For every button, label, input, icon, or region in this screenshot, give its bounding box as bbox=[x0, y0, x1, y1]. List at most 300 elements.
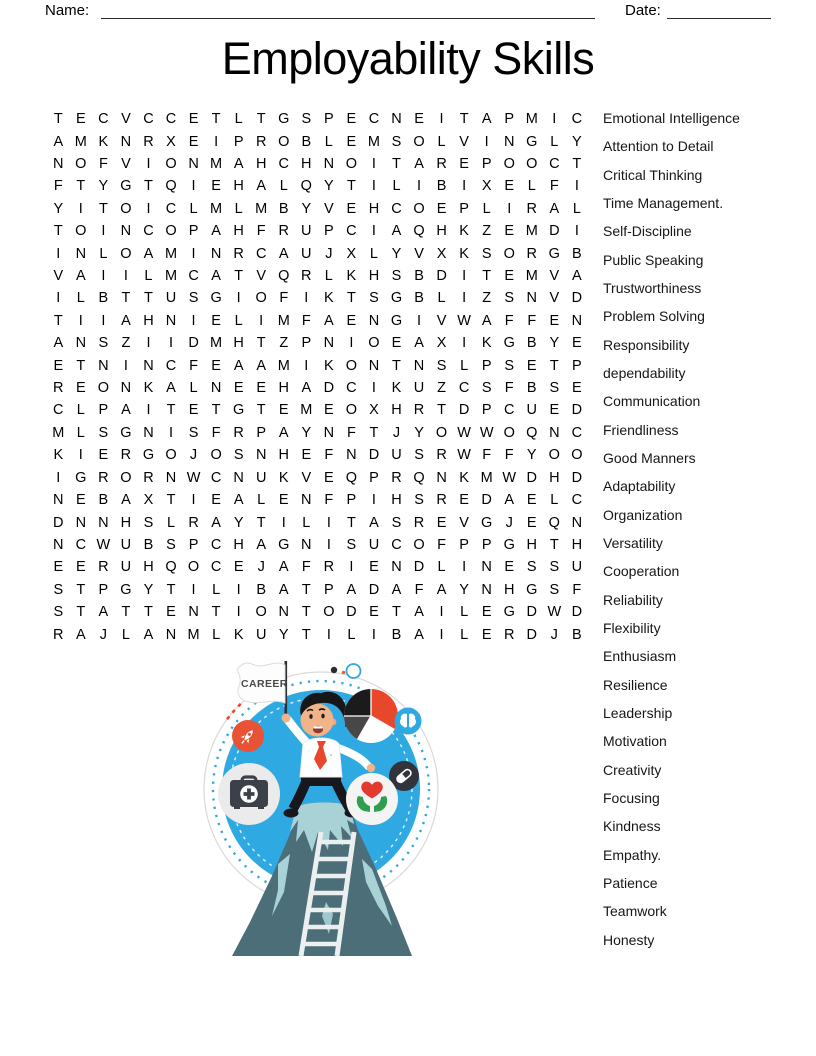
grid-letter: U bbox=[301, 223, 312, 240]
grid-letter: E bbox=[346, 200, 357, 217]
grid-letter: F bbox=[279, 290, 289, 307]
grid-letter: E bbox=[188, 133, 199, 150]
grid-letter: I bbox=[439, 111, 444, 128]
grid-letter: J bbox=[99, 626, 107, 643]
grid-letter: O bbox=[368, 335, 380, 352]
grid-letter: M bbox=[164, 245, 178, 262]
grid-letter: B bbox=[526, 380, 537, 397]
grid-letter: O bbox=[120, 200, 132, 217]
pie-chart-icon bbox=[344, 689, 398, 743]
grid-letter: N bbox=[301, 536, 312, 553]
grid-letter: T bbox=[392, 156, 401, 173]
grid-letter: N bbox=[391, 111, 402, 128]
grid-letter: L bbox=[482, 200, 491, 217]
grid-letter: H bbox=[503, 581, 515, 598]
grid-letter: J bbox=[189, 447, 198, 464]
grid-letter: R bbox=[188, 514, 199, 531]
grid-letter: P bbox=[481, 156, 492, 173]
career-flag-label: CAREER bbox=[241, 678, 288, 690]
grid-letter: R bbox=[436, 492, 447, 509]
grid-letter: C bbox=[143, 111, 154, 128]
grid-letter: K bbox=[459, 245, 469, 262]
grid-letter: F bbox=[437, 536, 446, 553]
word-list-item: Good Manners bbox=[603, 450, 696, 467]
grid-letter: G bbox=[75, 469, 87, 486]
grid-letter: A bbox=[278, 559, 289, 576]
grid-letter: I bbox=[146, 200, 151, 217]
grid-letter: N bbox=[120, 380, 132, 397]
grid-letter: L bbox=[369, 245, 378, 262]
grid-letter: A bbox=[414, 604, 424, 621]
eye bbox=[321, 714, 324, 719]
grid-letter: Z bbox=[279, 335, 289, 352]
grid-letter: I bbox=[326, 536, 331, 553]
word-list-item: Focusing bbox=[603, 790, 660, 807]
grid-letter: B bbox=[572, 245, 582, 262]
grid-letter: E bbox=[504, 559, 515, 576]
grid-letter: U bbox=[413, 380, 425, 397]
grid-letter: D bbox=[571, 604, 583, 621]
grid-letter: S bbox=[504, 290, 515, 307]
word-search-grid bbox=[47, 108, 588, 646]
rocket-icon bbox=[232, 720, 264, 752]
grid-letter: E bbox=[481, 604, 492, 621]
grid-letter: C bbox=[346, 380, 357, 397]
grid-letter: I bbox=[371, 223, 376, 240]
grid-letter: L bbox=[166, 514, 176, 531]
grid-letter: R bbox=[53, 380, 64, 397]
grid-letter: Y bbox=[391, 245, 402, 262]
grid-letter: U bbox=[368, 536, 380, 553]
grid-letter: T bbox=[256, 335, 266, 352]
grid-letter: E bbox=[549, 402, 560, 419]
grid-letter: H bbox=[368, 200, 380, 217]
grid-letter: I bbox=[123, 357, 128, 374]
grid-letter: X bbox=[436, 335, 447, 352]
grid-letter: N bbox=[143, 357, 154, 374]
grid-letter: O bbox=[75, 156, 87, 173]
grid-letter: A bbox=[233, 156, 244, 173]
grid-letter: F bbox=[53, 178, 63, 195]
grid-letter: N bbox=[549, 424, 560, 441]
grid-letter: I bbox=[417, 312, 422, 329]
grid-letter: A bbox=[346, 581, 357, 598]
grid-letter: P bbox=[481, 357, 492, 374]
grid-letter: U bbox=[165, 290, 177, 307]
grid-letter: A bbox=[324, 312, 334, 329]
grid-letter: E bbox=[391, 335, 402, 352]
grid-letter: D bbox=[571, 290, 583, 307]
grid-letter: X bbox=[481, 178, 492, 195]
grid-letter: N bbox=[53, 536, 64, 553]
grid-letter: O bbox=[413, 133, 425, 150]
grid-letter: I bbox=[236, 581, 241, 598]
grid-letter: P bbox=[459, 200, 469, 217]
grid-letter: H bbox=[278, 447, 289, 464]
grid-letter: K bbox=[143, 380, 154, 397]
grid-letter: M bbox=[300, 402, 313, 419]
grid-letter: T bbox=[346, 514, 356, 531]
grid-letter: D bbox=[571, 469, 583, 486]
grid-letter: E bbox=[211, 492, 221, 509]
grid-letter: A bbox=[278, 245, 289, 262]
grid-letter: E bbox=[211, 312, 221, 329]
grid-letter: E bbox=[459, 156, 469, 173]
grid-letter: R bbox=[503, 626, 515, 643]
grid-letter: U bbox=[301, 245, 312, 262]
grid-letter: A bbox=[53, 335, 64, 352]
grid-letter: C bbox=[255, 245, 267, 262]
grid-letter: B bbox=[98, 290, 109, 307]
grid-letter: F bbox=[346, 424, 356, 441]
grid-letter: A bbox=[549, 200, 560, 217]
grid-letter: A bbox=[121, 402, 131, 419]
grid-letter: T bbox=[549, 536, 559, 553]
grid-letter: I bbox=[236, 604, 241, 621]
grid-letter: D bbox=[413, 559, 425, 576]
grid-letter: C bbox=[368, 111, 380, 128]
grid-letter: N bbox=[368, 357, 380, 374]
grid-letter: A bbox=[75, 268, 86, 285]
grid-letter: H bbox=[233, 223, 244, 240]
grid-letter: M bbox=[164, 268, 178, 285]
grid-letter: P bbox=[481, 536, 492, 553]
grid-letter: R bbox=[323, 559, 335, 576]
grid-letter: N bbox=[346, 447, 357, 464]
word-list-item: Adaptability bbox=[603, 478, 676, 495]
grid-letter: T bbox=[166, 402, 176, 419]
grid-letter: N bbox=[571, 312, 583, 329]
grid-letter: E bbox=[53, 357, 64, 374]
grid-letter: L bbox=[347, 626, 356, 643]
grid-letter: L bbox=[550, 492, 559, 509]
grid-letter: D bbox=[526, 626, 537, 643]
grid-letter: O bbox=[548, 447, 560, 464]
grid-letter: L bbox=[76, 424, 85, 441]
word-list-item: Public Speaking bbox=[603, 251, 704, 268]
grid-letter: E bbox=[233, 380, 244, 397]
grid-letter: O bbox=[526, 156, 538, 173]
grid-letter: O bbox=[187, 559, 200, 576]
grid-letter: W bbox=[502, 469, 517, 486]
grid-letter: P bbox=[233, 133, 244, 150]
grid-letter: T bbox=[482, 268, 492, 285]
grid-letter: R bbox=[98, 469, 109, 486]
grid-letter: L bbox=[460, 357, 469, 374]
grid-letter: G bbox=[210, 290, 222, 307]
date-label: Date: bbox=[625, 2, 661, 19]
grid-letter: F bbox=[549, 178, 559, 195]
grid-letter: F bbox=[301, 559, 311, 576]
grid-letter: P bbox=[459, 536, 469, 553]
grid-letter: O bbox=[503, 156, 515, 173]
grid-letter: Q bbox=[548, 514, 560, 531]
grid-letter: C bbox=[165, 357, 177, 374]
grid-letter: D bbox=[526, 604, 537, 621]
word-list-item: Creativity bbox=[603, 761, 662, 778]
grid-letter: O bbox=[345, 402, 358, 419]
grid-letter: R bbox=[436, 156, 447, 173]
grid-letter: G bbox=[390, 312, 403, 329]
grid-letter: N bbox=[165, 469, 177, 486]
grid-letter: E bbox=[166, 604, 176, 621]
grid-letter: H bbox=[233, 335, 244, 352]
grid-letter: S bbox=[369, 290, 379, 307]
grid-letter: L bbox=[437, 133, 446, 150]
grid-letter: S bbox=[549, 581, 560, 598]
grid-letter: I bbox=[371, 380, 376, 397]
grid-letter: E bbox=[504, 178, 515, 195]
grid-letter: S bbox=[481, 380, 492, 397]
teeth bbox=[314, 726, 323, 728]
date-blank-line bbox=[667, 18, 771, 19]
grid-letter: Y bbox=[572, 133, 582, 150]
grid-letter: D bbox=[481, 492, 492, 509]
word-list-item: Trustworthiness bbox=[603, 280, 702, 297]
grid-letter: A bbox=[121, 312, 131, 329]
grid-letter: R bbox=[143, 469, 154, 486]
grid-letter: F bbox=[504, 380, 514, 397]
grid-letter: O bbox=[345, 156, 358, 173]
grid-letter: T bbox=[76, 357, 86, 374]
grid-letter: O bbox=[97, 380, 109, 397]
grid-letter: S bbox=[98, 424, 109, 441]
grid-letter: T bbox=[211, 111, 221, 128]
grid-letter: T bbox=[256, 514, 266, 531]
grid-letter: F bbox=[414, 581, 424, 598]
grid-letter: L bbox=[189, 380, 198, 397]
grid-letter: Y bbox=[143, 581, 154, 598]
grid-letter: A bbox=[414, 335, 424, 352]
grid-letter: I bbox=[484, 133, 489, 150]
grid-letter: D bbox=[458, 402, 470, 419]
grid-letter: N bbox=[233, 469, 244, 486]
grid-letter: C bbox=[75, 536, 87, 553]
grid-letter: I bbox=[101, 312, 106, 329]
grid-letter: D bbox=[346, 604, 357, 621]
grid-letter: N bbox=[481, 581, 492, 598]
grid-letter: A bbox=[143, 626, 154, 643]
grid-letter: T bbox=[76, 178, 86, 195]
grid-letter: C bbox=[503, 402, 515, 419]
grid-letter: T bbox=[53, 312, 63, 329]
grid-letter: Y bbox=[549, 335, 560, 352]
grid-letter: T bbox=[369, 424, 379, 441]
grid-letter: C bbox=[391, 536, 402, 553]
grid-letter: N bbox=[210, 245, 222, 262]
grid-letter: I bbox=[574, 223, 579, 240]
grid-letter: M bbox=[74, 133, 87, 150]
grid-letter: Q bbox=[300, 178, 312, 195]
grid-letter: K bbox=[324, 357, 334, 374]
grid-letter: Q bbox=[278, 268, 290, 285]
grid-letter: F bbox=[301, 312, 311, 329]
grid-letter: H bbox=[391, 492, 402, 509]
grid-letter: I bbox=[326, 514, 331, 531]
grid-letter: R bbox=[526, 245, 537, 262]
grid-letter: A bbox=[391, 581, 402, 598]
grid-letter: Z bbox=[482, 223, 492, 240]
grid-letter: A bbox=[481, 111, 492, 128]
grid-letter: S bbox=[549, 380, 560, 397]
grid-letter: E bbox=[324, 402, 334, 419]
grid-letter: R bbox=[436, 447, 447, 464]
word-list-item: Friendliness bbox=[603, 421, 679, 438]
grid-letter: T bbox=[121, 290, 131, 307]
grid-letter: B bbox=[526, 335, 537, 352]
grid-letter: S bbox=[414, 447, 424, 464]
grid-letter: M bbox=[525, 111, 538, 128]
grid-letter: X bbox=[166, 133, 176, 150]
grid-letter: P bbox=[369, 469, 379, 486]
grid-letter: P bbox=[324, 111, 334, 128]
grid-letter: K bbox=[233, 626, 244, 643]
grid-letter: W bbox=[96, 536, 111, 553]
grid-letter: R bbox=[233, 424, 244, 441]
grid-letter: L bbox=[234, 312, 243, 329]
grid-letter: E bbox=[75, 492, 86, 509]
grid-letter: K bbox=[98, 133, 109, 150]
grid-letter: V bbox=[414, 245, 424, 262]
grid-letter: Q bbox=[165, 178, 177, 195]
grid-letter: P bbox=[256, 424, 267, 441]
grid-letter: V bbox=[301, 469, 312, 486]
grid-letter: U bbox=[120, 559, 132, 576]
grid-letter: U bbox=[571, 559, 583, 576]
grid-letter: Z bbox=[482, 290, 492, 307]
grid-letter: G bbox=[503, 604, 515, 621]
grid-letter: E bbox=[75, 111, 86, 128]
grid-letter: C bbox=[165, 111, 177, 128]
grid-letter: L bbox=[392, 178, 401, 195]
grid-letter: B bbox=[301, 133, 312, 150]
grid-letter: T bbox=[437, 402, 446, 419]
grid-letter: I bbox=[507, 200, 512, 217]
grid-letter: N bbox=[255, 447, 267, 464]
grid-letter: N bbox=[323, 156, 335, 173]
grid-letter: C bbox=[53, 402, 64, 419]
grid-letter: X bbox=[369, 402, 379, 419]
grid-letter: L bbox=[99, 245, 108, 262]
grid-letter: I bbox=[191, 178, 196, 195]
grid-letter: A bbox=[256, 178, 267, 195]
grid-letter: J bbox=[325, 245, 333, 262]
grid-letter: R bbox=[526, 200, 537, 217]
grid-letter: E bbox=[346, 312, 357, 329]
grid-letter: A bbox=[504, 492, 515, 509]
grid-letter: I bbox=[236, 290, 241, 307]
grid-letter: L bbox=[324, 133, 333, 150]
grid-letter: A bbox=[166, 380, 176, 397]
dot-decoration bbox=[342, 671, 346, 675]
grid-letter: Q bbox=[413, 223, 425, 240]
word-list-item: Motivation bbox=[603, 733, 667, 750]
grid-letter: O bbox=[345, 357, 358, 374]
grid-letter: E bbox=[436, 200, 447, 217]
grid-letter: C bbox=[165, 200, 177, 217]
grid-letter: P bbox=[98, 402, 109, 419]
grid-letter: Q bbox=[413, 469, 425, 486]
grid-letter: E bbox=[526, 514, 537, 531]
grid-letter: N bbox=[413, 357, 425, 374]
word-list-item: Honesty bbox=[603, 931, 655, 948]
word-list-item: Time Management. bbox=[603, 195, 724, 212]
grid-letter: I bbox=[191, 312, 196, 329]
grid-letter: I bbox=[191, 245, 196, 262]
grid-letter: Q bbox=[345, 469, 358, 486]
grid-letter: K bbox=[391, 380, 402, 397]
heart-hands-icon bbox=[346, 773, 398, 825]
grid-letter: N bbox=[120, 133, 132, 150]
grid-letter: G bbox=[233, 402, 245, 419]
grid-letter: R bbox=[255, 133, 267, 150]
grid-letter: I bbox=[78, 447, 83, 464]
grid-letter: I bbox=[371, 178, 376, 195]
grid-letter: A bbox=[278, 424, 289, 441]
grid-letter: I bbox=[439, 626, 444, 643]
grid-letter: T bbox=[301, 626, 311, 643]
grid-letter: I bbox=[349, 559, 354, 576]
grid-letter: R bbox=[413, 514, 425, 531]
grid-letter: P bbox=[572, 357, 582, 374]
left-hand bbox=[282, 714, 291, 723]
grid-letter: T bbox=[144, 178, 153, 195]
grid-letter: N bbox=[53, 492, 64, 509]
grid-letter: I bbox=[462, 268, 467, 285]
grid-letter: G bbox=[278, 536, 290, 553]
grid-letter: H bbox=[571, 536, 583, 553]
first-aid-kit-icon bbox=[218, 763, 280, 825]
grid-letter: T bbox=[98, 200, 108, 217]
grid-letter: I bbox=[371, 156, 376, 173]
grid-letter: O bbox=[435, 424, 448, 441]
grid-letter: Q bbox=[165, 559, 177, 576]
grid-letter: B bbox=[391, 626, 402, 643]
grid-letter: P bbox=[346, 492, 357, 509]
grid-letter: T bbox=[166, 581, 176, 598]
grid-letter: M bbox=[210, 335, 223, 352]
grid-letter: Y bbox=[301, 200, 312, 217]
grid-letter: S bbox=[301, 111, 312, 128]
word-list-item: Teamwork bbox=[603, 903, 667, 920]
grid-letter: E bbox=[572, 380, 582, 397]
word-list-item: Resilience bbox=[603, 676, 668, 693]
grid-letter: C bbox=[210, 559, 222, 576]
grid-letter: L bbox=[460, 604, 469, 621]
grid-letter: H bbox=[143, 559, 154, 576]
grid-letter: E bbox=[481, 626, 492, 643]
grid-letter: T bbox=[53, 111, 63, 128]
grid-letter: N bbox=[323, 335, 335, 352]
grid-letter: M bbox=[525, 268, 538, 285]
grid-letter: M bbox=[210, 156, 223, 173]
name-blank-line bbox=[101, 18, 595, 19]
grid-letter: A bbox=[121, 492, 131, 509]
grid-letter: I bbox=[146, 156, 151, 173]
grid-letter: L bbox=[212, 581, 221, 598]
grid-letter: I bbox=[326, 626, 331, 643]
grid-letter: V bbox=[549, 268, 560, 285]
eye bbox=[309, 714, 312, 719]
grid-letter: N bbox=[571, 514, 583, 531]
dot-decoration bbox=[331, 667, 337, 673]
grid-letter: L bbox=[437, 559, 446, 576]
grid-letter: I bbox=[304, 357, 309, 374]
grid-letter: I bbox=[191, 492, 196, 509]
grid-letter: K bbox=[53, 447, 64, 464]
grid-letter: N bbox=[526, 290, 537, 307]
grid-letter: W bbox=[457, 312, 471, 329]
